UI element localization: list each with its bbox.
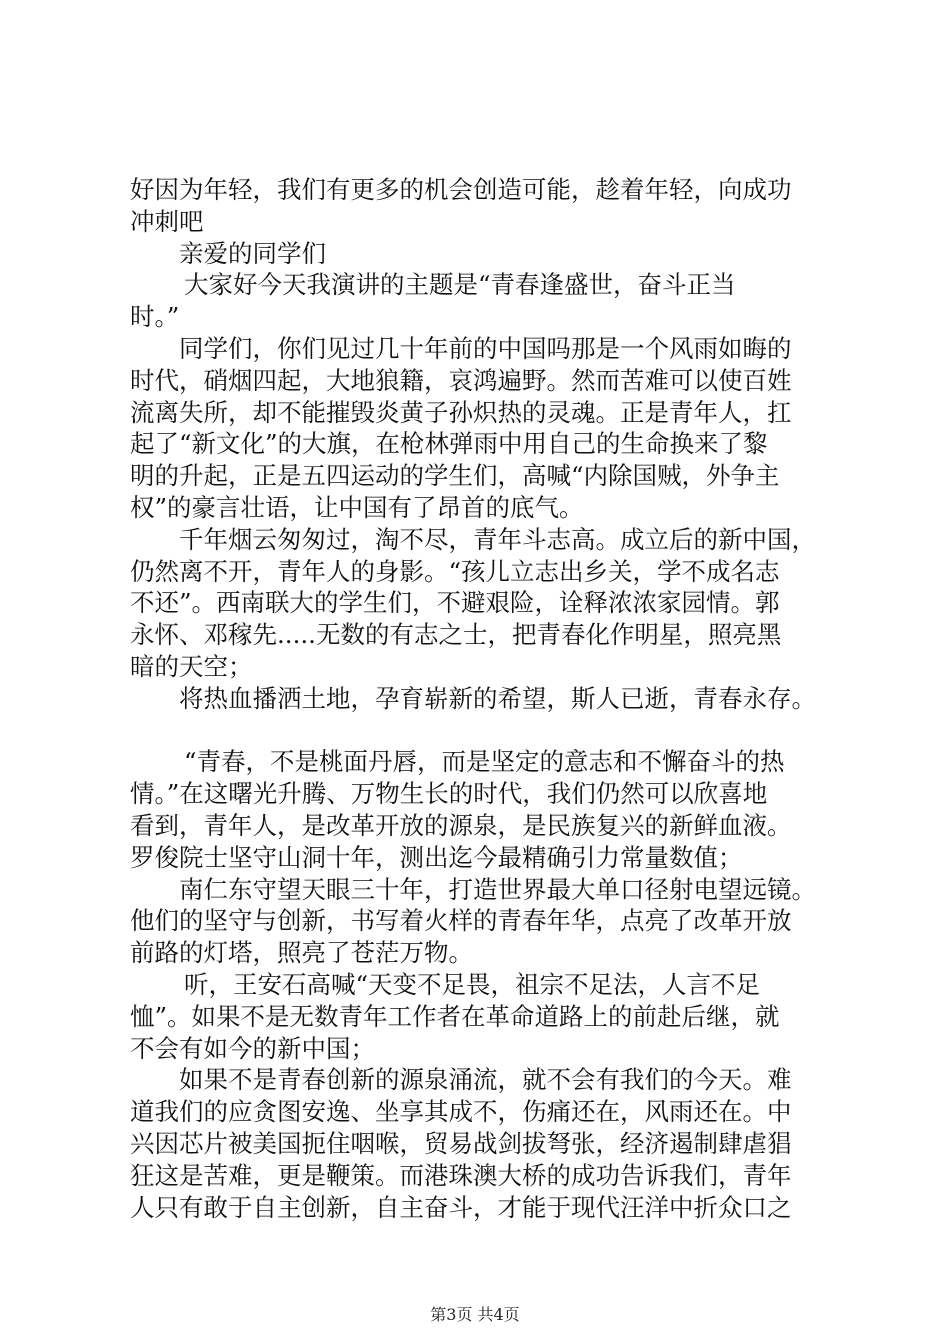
text-line: 看到，青年人，是改革开放的源泉，是民族复兴的新鲜血液。 xyxy=(130,810,792,840)
text-line: “青春，不是桃面丹唇，而是坚定的意志和不懈奋斗的热 xyxy=(184,747,785,777)
text-line: 权”的豪言壮语，让中国有了昂首的底气。 xyxy=(130,492,584,522)
text-line: 如果不是青春创新的源泉涌流，就不会有我们的今天。难 xyxy=(179,1065,792,1095)
text-line: 时。” xyxy=(130,302,180,332)
text-line: 暗的天空； xyxy=(130,651,253,681)
text-line: 明的升起，正是五四运动的学生们，高喊“内除国贼，外争主 xyxy=(130,461,780,491)
blank-line xyxy=(130,715,836,747)
text-line: 冲刺吧 xyxy=(130,206,204,236)
page-number-footer: 第3页 共4页 xyxy=(430,1305,520,1324)
text-line: 狂这是苦难，更是鞭策。而港珠澳大桥的成功告诉我们，青年 xyxy=(130,1160,792,1190)
text-line: 流离失所，却不能摧毁炎黄子孙炽热的灵魂。正是青年人，扛 xyxy=(130,397,792,427)
text-line: 同学们，你们见过几十年前的中国吗那是一个风雨如晦的 xyxy=(179,333,792,363)
text-line: 好因为年轻，我们有更多的机会创造可能，趁着年轻，向成功 xyxy=(130,175,792,204)
document-body xyxy=(130,174,836,1223)
text-line: 人只有敢于自主创新，自主奋斗，才能于现代汪洋中折众口之 xyxy=(130,1192,792,1222)
text-line: 不会有如今的新中国； xyxy=(130,1033,375,1063)
text-line: 兴因芯片被美国扼住咽喉，贸易战剑拔弩张，经济遏制肆虐猖 xyxy=(130,1128,792,1158)
text-line: 亲爱的同学们 xyxy=(179,238,326,268)
text-line: 千年烟云匆匆过，淘不尽，青年斗志高。成立后的新中国， xyxy=(179,524,816,554)
text-line: 南仁东守望天眼三十年，打造世界最大单口径射电望远镜。 xyxy=(179,874,816,904)
text-line: 前路的灯塔，照亮了苍茫万物。 xyxy=(130,938,473,968)
text-line: 罗俊院士坚守山洞十年，测出迄今最精确引力常量数值； xyxy=(130,842,743,872)
text-line: 仍然离不开，青年人的身影。“孩儿立志出乡关，学不成名志 xyxy=(130,556,780,586)
text-line: 恤”。如果不是无数青年工作者在革命道路上的前赴后继，就 xyxy=(130,1001,780,1031)
text-line: 将热血播洒土地，孕育崭新的希望，斯人已逝，青春永存。 xyxy=(179,683,816,713)
text-line: 他们的坚守与创新，书写着火样的青春年华，点亮了改革开放 xyxy=(130,906,792,936)
text-line: 听，王安石高喊“天变不足畏，祖宗不足法，人言不足 xyxy=(184,969,761,999)
text-line: 永怀、邓稼先.....无数的有志之士，把青春化作明星，照亮黑 xyxy=(130,620,782,650)
text-line: 情。”在这曙光升腾、万物生长的时代，我们仍然可以欣喜地 xyxy=(130,779,768,809)
text-line: 时代，硝烟四起，大地狼籍，哀鸿遍野。然而苦难可以使百姓 xyxy=(130,365,792,395)
text-line: 道我们的应贪图安逸、坐享其成不，伤痛还在，风雨还在。中 xyxy=(130,1097,792,1127)
text-line: 大家好今天我演讲的主题是“青春逢盛世，奋斗正当 xyxy=(184,270,736,300)
text-line: 起了“新文化”的大旗，在枪林弹雨中用自己的生命换来了黎 xyxy=(130,429,768,459)
text-line: 不还”。西南联大的学生们，不避艰险，诠释浓浓家园情。郭 xyxy=(130,588,780,618)
